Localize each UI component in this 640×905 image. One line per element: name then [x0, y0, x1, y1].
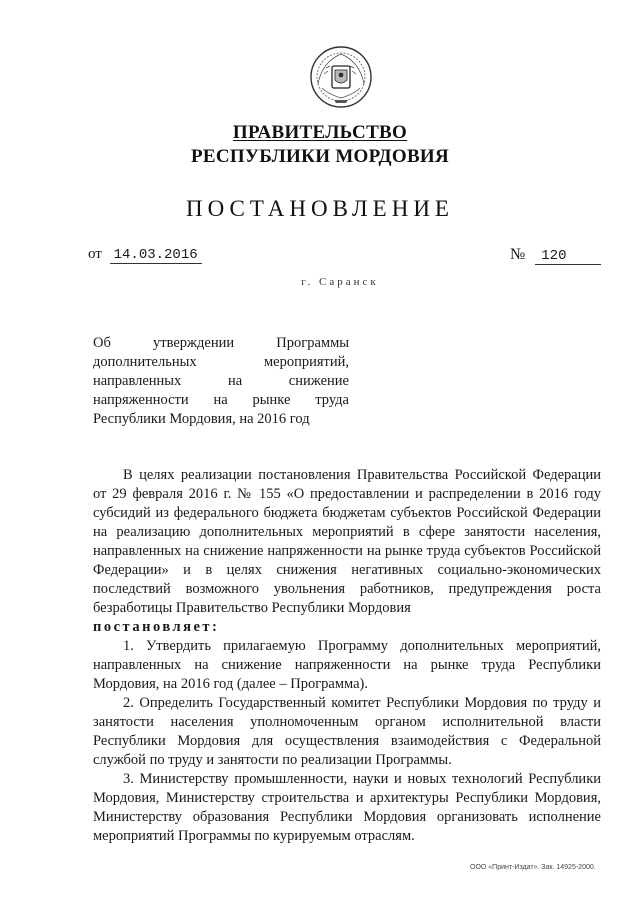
- document-date: 14.03.2016: [110, 247, 202, 264]
- subject-line: Об утверждении Программы: [93, 335, 349, 351]
- printer-mark: ООО «Принт-Издат». Зак. 14925-2000.: [470, 864, 596, 871]
- city-name: г. Саранск: [301, 276, 379, 288]
- coat-of-arms-emblem: [308, 44, 374, 110]
- date-prefix: от: [88, 246, 102, 262]
- subject-line: напряженности на рынке труда: [93, 392, 349, 408]
- document-body: [93, 466, 601, 846]
- document-number: 120: [535, 248, 601, 265]
- decree-item: 3. Министерству промышленности, науки и новых технологий Республики Мордовия, Министерству строительства и архитектуры Республики Мордовия, Министерству образования Республики Мордовия организовать исполнение мероприятий Программы по курируемым отраслям.: [93, 771, 601, 844]
- subject-line: Республики Мордовия, на 2016 год: [93, 411, 310, 427]
- government-name-line2: РЕСПУБЛИКИ МОРДОВИЯ: [190, 146, 450, 167]
- number-prefix: №: [510, 246, 526, 263]
- date-line: [88, 246, 202, 264]
- decree-item: 1. Утвердить прилагаемую Программу дополнительных мероприятий, направленных на снижение напряженности на рынке труда Республики Мордовия, на 2016 год (далее – Программа).: [93, 638, 601, 692]
- subject-line: дополнительных мероприятий,: [93, 354, 349, 370]
- decree-item: 2. Определить Государственный комитет Республики Мордовия по труду и занятости населения уполномоченным органом исполнительной власти Республики Мордовия для осуществления взаимодействия с Федеральной службой по труду и занятости по реализации Программы.: [93, 695, 601, 768]
- document-subject: [93, 334, 349, 429]
- government-name-line1: ПРАВИТЕЛЬСТВО: [232, 122, 408, 143]
- preamble-paragraph: В целях реализации постановления Правительства Российской Федерации от 29 февраля 2016 г. № 155 «О предоставлении и распределении в 2016 году субсидий из федерального бюджета бюджетам субъектов Российской Федерации на реализацию дополнительных мероприятий в сфере занятости населения, направленных на снижение напряженности на рынке труда субъектов Российской Федерации» и в целях снижения негативных социально-экономических последствий возможного увольнения работников, предупреждения роста безработицы Правительство Республики Мордовия: [93, 467, 601, 616]
- decree-word: постановляет:: [93, 619, 220, 635]
- document-type-title: ПОСТАНОВЛЕНИЕ: [186, 196, 454, 221]
- subject-line: направленных на снижение: [93, 373, 349, 389]
- number-line: [510, 246, 601, 265]
